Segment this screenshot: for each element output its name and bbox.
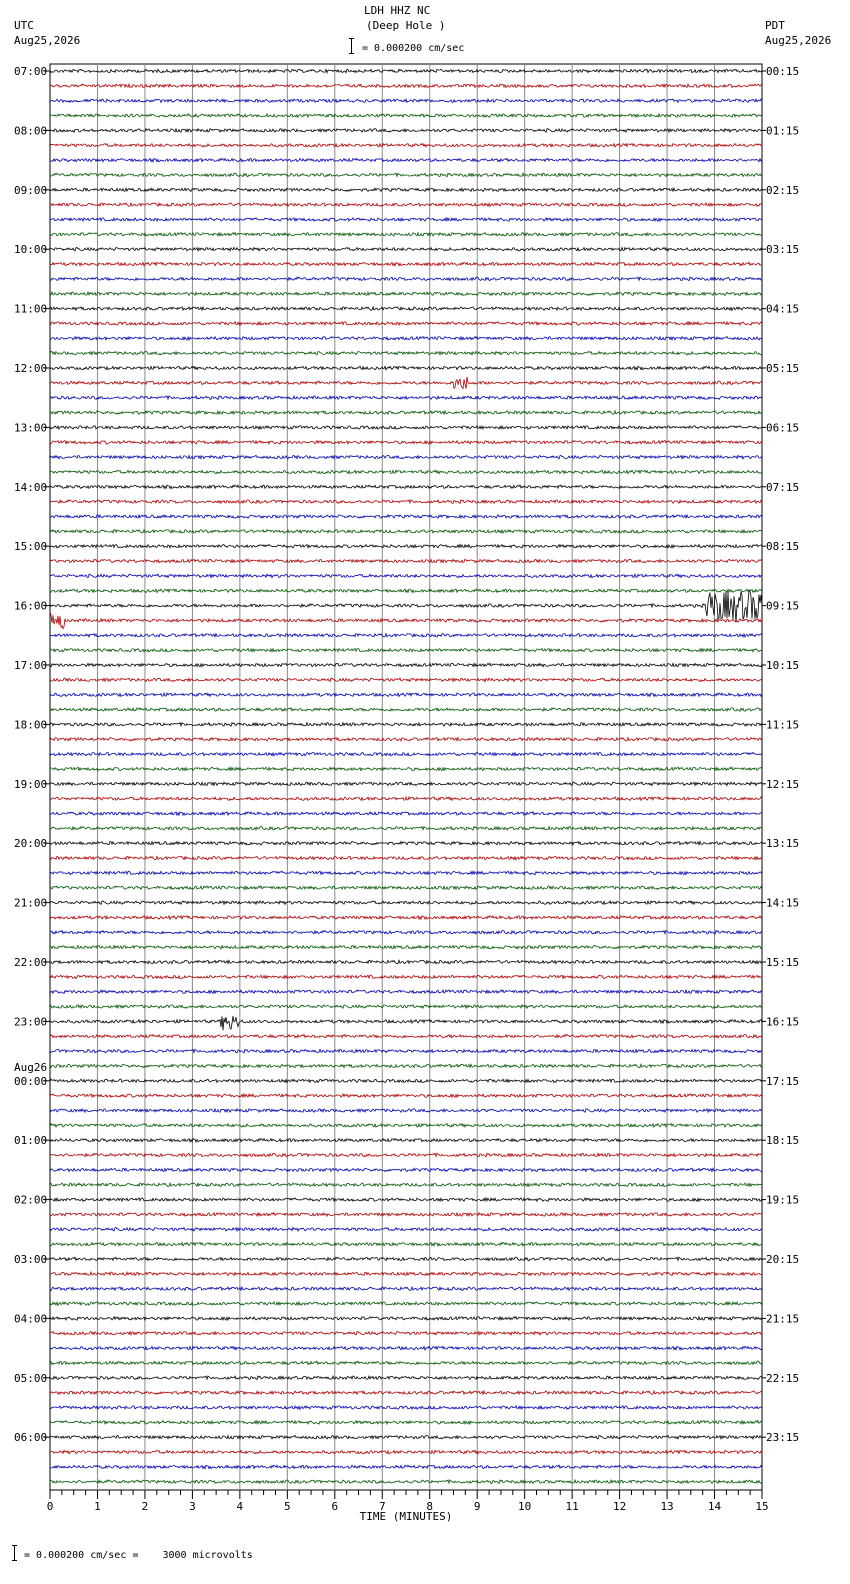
left-hour-label: 04:00 xyxy=(14,1312,48,1326)
right-hour-label: 10:15 xyxy=(766,659,800,672)
left-hour-label: 07:00 xyxy=(14,65,48,78)
right-hour-label: 03:15 xyxy=(766,243,800,257)
trace-row-47 xyxy=(50,767,762,771)
trace-row-50 xyxy=(50,812,762,816)
trace-row-88 xyxy=(50,1376,762,1380)
right-hour-label: 16:15 xyxy=(766,1015,800,1029)
trace-row-90 xyxy=(50,1406,762,1409)
station-title: LDH HHZ NC xyxy=(364,4,431,17)
trace-row-18 xyxy=(50,337,762,340)
left-hour-label: 09:00 xyxy=(14,183,48,197)
trace-row-60 xyxy=(50,960,762,963)
left-hour-label: 16:00 xyxy=(14,599,48,613)
trace-row-5 xyxy=(50,144,762,148)
footer-scale-label: = 0.000200 cm/sec = 3000 microvolts xyxy=(24,1550,253,1561)
trace-row-14 xyxy=(50,277,762,281)
trace-row-42 xyxy=(50,693,762,697)
trace-row-16 xyxy=(50,307,762,310)
trace-row-31 xyxy=(50,530,762,533)
right-hour-label: 04:15 xyxy=(766,302,800,316)
left-hour-label: 21:00 xyxy=(14,896,48,910)
left-hour-label: 08:00 xyxy=(14,124,48,138)
x-tick-label: 13 xyxy=(660,1500,674,1513)
trace-row-68 xyxy=(50,1079,762,1082)
left-hour-label: 13:00 xyxy=(14,421,48,435)
trace-row-63 xyxy=(50,1005,762,1008)
trace-row-20 xyxy=(50,366,762,370)
right-timezone: PDT xyxy=(765,19,785,32)
right-hour-label: 11:15 xyxy=(766,718,800,732)
trace-row-75 xyxy=(50,1183,762,1186)
trace-row-77 xyxy=(50,1213,762,1216)
trace-row-0 xyxy=(50,69,762,72)
trace-row-89 xyxy=(50,1391,762,1394)
trace-row-73 xyxy=(50,1153,762,1157)
left-hour-label: 18:00 xyxy=(14,718,48,732)
trace-row-64 xyxy=(50,1016,762,1030)
x-tick-label: 14 xyxy=(707,1500,722,1513)
trace-row-86 xyxy=(50,1346,762,1350)
x-tick-label: 15 xyxy=(755,1500,769,1513)
trace-row-44 xyxy=(50,723,762,727)
trace-row-80 xyxy=(50,1257,762,1261)
trace-row-59 xyxy=(50,945,762,948)
trace-row-11 xyxy=(50,233,762,236)
right-hour-label: 22:15 xyxy=(766,1371,800,1385)
trace-row-46 xyxy=(50,752,762,755)
trace-row-38 xyxy=(50,634,762,637)
trace-row-10 xyxy=(50,218,762,222)
trace-row-30 xyxy=(50,515,762,518)
right-hour-label: 14:15 xyxy=(766,896,800,910)
trace-row-53 xyxy=(50,856,762,859)
trace-row-83 xyxy=(50,1302,762,1305)
trace-row-7 xyxy=(50,173,762,177)
x-tick-label: 8 xyxy=(426,1500,434,1513)
trace-row-49 xyxy=(50,797,762,801)
trace-row-37 xyxy=(50,612,762,629)
right-hour-label: 00:15 xyxy=(766,65,800,78)
trace-row-34 xyxy=(50,574,762,577)
trace-row-62 xyxy=(50,990,762,994)
trace-row-81 xyxy=(50,1272,762,1275)
trace-row-26 xyxy=(50,455,762,458)
trace-row-91 xyxy=(50,1421,762,1425)
trace-row-23 xyxy=(50,411,762,414)
left-hour-label: 14:00 xyxy=(14,480,48,494)
right-date: Aug25,2026 xyxy=(765,34,832,47)
right-hour-label: 09:15 xyxy=(766,599,800,613)
x-tick-label: 0 xyxy=(46,1500,54,1513)
trace-row-13 xyxy=(50,262,762,266)
left-hour-label: 05:00 xyxy=(14,1371,48,1385)
trace-row-6 xyxy=(50,158,762,162)
trace-row-43 xyxy=(50,708,762,711)
trace-row-58 xyxy=(50,931,762,935)
footer-scale-bar-icon xyxy=(12,1545,18,1561)
trace-row-93 xyxy=(50,1450,762,1454)
trace-row-57 xyxy=(50,916,762,920)
right-hour-label: 05:15 xyxy=(766,362,800,375)
trace-row-41 xyxy=(50,678,762,681)
left-hour-label: 06:00 xyxy=(14,1431,48,1445)
trace-row-27 xyxy=(50,470,762,474)
right-hour-label: 13:15 xyxy=(766,837,800,851)
trace-row-51 xyxy=(50,827,762,831)
trace-row-4 xyxy=(50,129,762,132)
left-date: Aug25,2026 xyxy=(14,34,81,47)
x-tick-label: 1 xyxy=(94,1500,101,1513)
trace-row-21 xyxy=(50,377,762,389)
right-hour-label: 07:15 xyxy=(766,480,800,494)
trace-row-36 xyxy=(50,590,762,622)
x-tick-label: 7 xyxy=(378,1500,386,1513)
x-tick-label: 10 xyxy=(518,1500,532,1513)
left-hour-label: 15:00 xyxy=(14,540,48,554)
trace-row-52 xyxy=(50,842,762,845)
trace-row-15 xyxy=(50,292,762,295)
trace-row-65 xyxy=(50,1035,762,1038)
right-hour-label: 17:15 xyxy=(766,1074,800,1088)
trace-row-22 xyxy=(50,396,762,400)
trace-row-54 xyxy=(50,871,762,875)
trace-row-85 xyxy=(50,1332,762,1336)
left-hour-label: 19:00 xyxy=(14,777,48,791)
trace-row-55 xyxy=(50,886,762,889)
right-hour-label: 23:15 xyxy=(766,1431,800,1445)
left-hour-label: 00:00 xyxy=(14,1074,48,1088)
trace-row-17 xyxy=(50,322,762,325)
trace-row-56 xyxy=(50,901,762,904)
right-hour-label: 19:15 xyxy=(766,1193,800,1207)
trace-row-71 xyxy=(50,1124,762,1128)
right-hour-label: 08:15 xyxy=(766,540,800,554)
plot-frame xyxy=(50,64,762,1490)
right-hour-label: 15:15 xyxy=(766,956,800,969)
trace-row-39 xyxy=(50,649,762,652)
trace-row-48 xyxy=(50,782,762,785)
trace-row-70 xyxy=(50,1109,762,1112)
trace-row-35 xyxy=(50,589,762,593)
trace-row-1 xyxy=(50,84,762,88)
time-axis xyxy=(47,1490,769,1523)
date-change-label: Aug26 xyxy=(14,1060,48,1074)
trace-row-61 xyxy=(50,975,762,978)
left-timezone: UTC xyxy=(14,19,34,32)
trace-row-32 xyxy=(50,545,762,549)
trace-row-95 xyxy=(50,1480,762,1484)
x-tick-label: 2 xyxy=(141,1500,149,1513)
trace-row-29 xyxy=(50,500,762,504)
trace-row-94 xyxy=(50,1465,762,1469)
trace-row-3 xyxy=(50,114,762,117)
trace-row-87 xyxy=(50,1361,762,1364)
right-hour-label: 06:15 xyxy=(766,421,800,435)
x-tick-label: 5 xyxy=(284,1500,291,1513)
left-hour-label: 22:00 xyxy=(14,956,48,969)
trace-row-9 xyxy=(50,203,762,206)
trace-row-8 xyxy=(50,188,762,191)
right-hour-label: 02:15 xyxy=(766,183,800,197)
trace-row-2 xyxy=(50,99,762,102)
grid-lines xyxy=(50,64,762,1490)
x-tick-label: 9 xyxy=(473,1500,481,1513)
left-hour-label: 11:00 xyxy=(14,302,48,316)
x-tick-label: 11 xyxy=(565,1500,579,1513)
trace-row-82 xyxy=(50,1287,762,1290)
x-tick-label: 4 xyxy=(236,1500,244,1513)
right-hour-label: 01:15 xyxy=(766,124,800,138)
trace-row-12 xyxy=(50,248,762,251)
left-hour-label: 01:00 xyxy=(14,1134,48,1148)
x-tick-label: 3 xyxy=(189,1500,196,1513)
left-hour-label: 03:00 xyxy=(14,1253,48,1266)
trace-row-66 xyxy=(50,1049,762,1053)
trace-row-84 xyxy=(50,1317,762,1321)
seismic-traces xyxy=(50,69,762,1483)
left-hour-label: 10:00 xyxy=(14,243,48,257)
trace-row-76 xyxy=(50,1198,762,1202)
trace-row-28 xyxy=(50,485,762,489)
right-hour-label: 20:15 xyxy=(766,1253,800,1266)
right-hour-label: 21:15 xyxy=(766,1312,800,1326)
trace-row-67 xyxy=(50,1064,762,1067)
left-hour-label: 12:00 xyxy=(14,362,48,375)
right-hour-label: 18:15 xyxy=(766,1134,800,1148)
left-hour-label: 17:00 xyxy=(14,659,48,672)
trace-row-69 xyxy=(50,1094,762,1098)
trace-row-25 xyxy=(50,441,762,445)
x-tick-label: 6 xyxy=(331,1500,339,1513)
x-tick-label: 12 xyxy=(612,1500,627,1513)
trace-row-45 xyxy=(50,738,762,741)
trace-row-78 xyxy=(50,1228,762,1231)
trace-row-79 xyxy=(50,1242,762,1246)
right-hour-label: 12:15 xyxy=(766,777,800,791)
left-hour-label: 02:00 xyxy=(14,1193,48,1207)
trace-row-74 xyxy=(50,1168,762,1171)
station-location: (Deep Hole ) xyxy=(366,19,446,32)
scale-label: = 0.000200 cm/sec xyxy=(362,43,465,54)
x-axis-label: TIME (MINUTES) xyxy=(359,1510,453,1523)
trace-row-24 xyxy=(50,426,762,429)
trace-row-72 xyxy=(50,1138,762,1142)
left-hour-label: 20:00 xyxy=(14,837,48,851)
trace-row-92 xyxy=(50,1436,762,1439)
trace-row-33 xyxy=(50,559,762,562)
trace-row-19 xyxy=(50,352,762,355)
trace-row-40 xyxy=(50,663,762,667)
left-hour-label: 23:00 xyxy=(14,1015,48,1029)
